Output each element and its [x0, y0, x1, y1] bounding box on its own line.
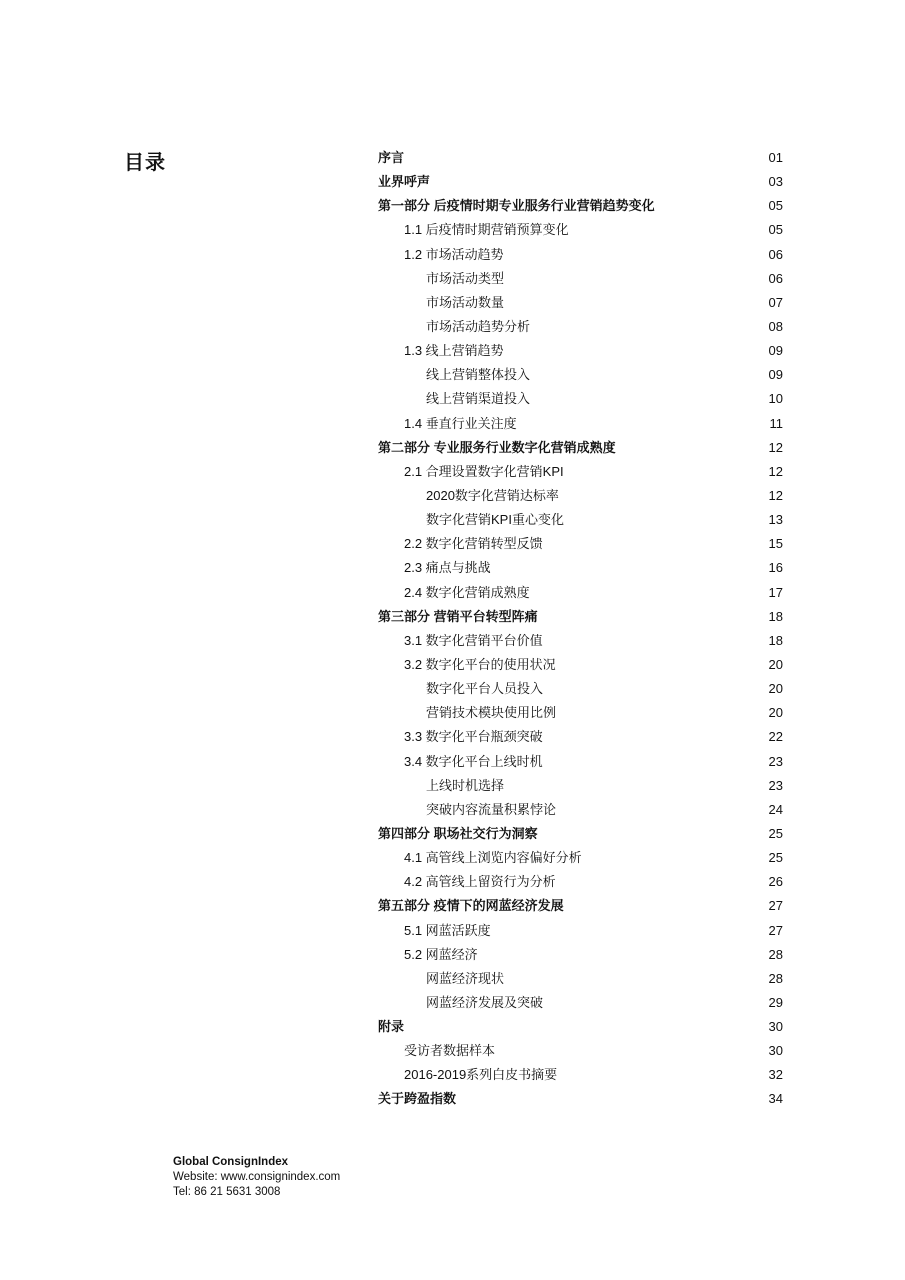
toc-entry-label: 市场活动数量	[426, 294, 505, 310]
footer-website: Website: www.consignindex.com	[173, 1171, 341, 1183]
toc-entry-page: 07	[768, 294, 783, 310]
toc-entry[interactable]	[378, 436, 783, 460]
toc-entry-page: 06	[768, 270, 783, 286]
toc-entry-page: 09	[768, 343, 783, 359]
toc-entry-label: 关于跨盈指数	[378, 1091, 457, 1107]
toc-entry-page: 28	[768, 970, 783, 986]
toc-entry-label: 网蓝经济发展及突破	[426, 994, 544, 1010]
toc-entry[interactable]	[378, 1063, 783, 1087]
toc-entry-page: 17	[768, 584, 783, 600]
footer	[173, 1155, 340, 1200]
toc-entry-page: 10	[768, 391, 783, 407]
toc-entry[interactable]	[378, 218, 783, 242]
toc-entry-label: 2.2 数字化营销转型反馈	[404, 536, 543, 552]
toc-entry[interactable]	[378, 919, 783, 943]
toc-entry-page: 12	[768, 487, 783, 503]
toc-entry[interactable]	[378, 146, 783, 170]
toc-entry-label: 市场活动类型	[426, 270, 505, 286]
toc-entry-page: 25	[768, 850, 783, 866]
toc-entry-label: 3.4 数字化平台上线时机	[404, 753, 543, 769]
toc-entry-page: 05	[768, 198, 783, 214]
toc-entry-label: 线上营销整体投入	[426, 367, 531, 383]
toc-entry[interactable]	[378, 967, 783, 991]
toc-entry-page: 08	[768, 318, 783, 334]
toc-entry-page: 22	[768, 729, 783, 745]
toc-entry-label: 1.4 垂直行业关注度	[404, 415, 517, 431]
toc-entry-page: 12	[768, 439, 783, 455]
toc-entry-label: 3.3 数字化平台瓶颈突破	[404, 729, 543, 745]
footer-org: Global ConsignIndex	[173, 1156, 289, 1168]
toc-entry-page: 32	[768, 1067, 783, 1083]
toc-entry-page: 20	[768, 656, 783, 672]
toc-entry-label: 突破内容流量积累悖论	[426, 801, 557, 817]
table-of-contents	[378, 146, 783, 1112]
toc-entry-page: 13	[768, 512, 783, 528]
toc-entry-label: 2016-2019系列白皮书摘要	[404, 1067, 558, 1083]
toc-entry-label: 4.1 高管线上浏览内容偏好分析	[404, 850, 582, 866]
toc-entry-page: 30	[768, 1043, 783, 1059]
toc-entry-page: 29	[768, 994, 783, 1010]
toc-entry[interactable]	[378, 798, 783, 822]
toc-entry-page: 20	[768, 681, 783, 697]
toc-entry-page: 20	[768, 705, 783, 721]
toc-entry-page: 12	[768, 463, 783, 479]
toc-entry-label: 5.1 网蓝活跃度	[404, 922, 491, 938]
toc-entry[interactable]	[378, 339, 783, 363]
toc-entry-label: 业界呼声	[378, 174, 431, 190]
toc-entry[interactable]	[378, 363, 783, 387]
toc-entry-label: 1.2 市场活动趋势	[404, 246, 504, 262]
page-title: 目录	[124, 152, 166, 174]
toc-entry-label: 营销技术模块使用比例	[426, 705, 557, 721]
toc-entry[interactable]	[378, 291, 783, 315]
toc-entry[interactable]	[378, 774, 783, 798]
toc-entry[interactable]	[378, 508, 783, 532]
toc-entry-page: 18	[768, 632, 783, 648]
toc-entry[interactable]	[378, 701, 783, 725]
toc-entry-label: 第四部分 职场社交行为洞察	[378, 825, 538, 841]
toc-entry[interactable]	[378, 653, 783, 677]
toc-entry-page: 05	[768, 222, 783, 238]
toc-entry-label: 数字化平台人员投入	[426, 681, 544, 697]
toc-entry-label: 受访者数据样本	[404, 1043, 496, 1059]
toc-entry[interactable]	[378, 629, 783, 653]
toc-entry[interactable]	[378, 943, 783, 967]
toc-entry-page: 28	[768, 946, 783, 962]
toc-entry[interactable]	[378, 412, 783, 436]
toc-entry-label: 4.2 高管线上留资行为分析	[404, 874, 556, 890]
toc-entry-page: 11	[769, 415, 783, 431]
toc-entry-label: 第五部分 疫情下的网蓝经济发展	[378, 898, 564, 914]
toc-entry[interactable]	[378, 870, 783, 894]
toc-entry-page: 18	[768, 608, 783, 624]
toc-entry[interactable]	[378, 605, 783, 629]
toc-entry-label: 附录	[378, 1019, 405, 1035]
toc-entry-page: 16	[768, 560, 783, 576]
toc-entry-page: 06	[768, 246, 783, 262]
toc-entry-label: 网蓝经济现状	[426, 970, 505, 986]
toc-entry[interactable]	[378, 1015, 783, 1039]
toc-entry-page: 34	[768, 1091, 783, 1107]
toc-entry[interactable]	[378, 894, 783, 918]
toc-entry[interactable]	[378, 387, 783, 411]
toc-entry[interactable]	[378, 556, 783, 580]
toc-entry-page: 26	[768, 874, 783, 890]
toc-entry-page: 24	[768, 801, 783, 817]
toc-entry[interactable]	[378, 194, 783, 218]
toc-entry-page: 27	[768, 898, 783, 914]
toc-entry-label: 3.1 数字化营销平台价值	[404, 632, 543, 648]
toc-entry[interactable]	[378, 243, 783, 267]
toc-entry[interactable]	[378, 267, 783, 291]
toc-entry-page: 15	[768, 536, 783, 552]
toc-entry-label: 上线时机选择	[426, 777, 505, 793]
toc-entry[interactable]	[378, 991, 783, 1015]
toc-entry[interactable]	[378, 315, 783, 339]
footer-tel: Tel: 86 21 5631 3008	[173, 1186, 281, 1198]
toc-entry[interactable]	[378, 532, 783, 556]
toc-entry[interactable]	[378, 1087, 783, 1111]
toc-entry[interactable]	[378, 484, 783, 508]
toc-entry-label: 第三部分 营销平台转型阵痛	[378, 608, 538, 624]
toc-entry-label: 序言	[378, 150, 405, 165]
toc-entry-page: 25	[768, 825, 783, 841]
toc-entry-label: 1.3 线上营销趋势	[404, 343, 504, 359]
toc-entry[interactable]	[378, 725, 783, 749]
toc-entry-label: 2.1 合理设置数字化营销KPI	[404, 463, 564, 479]
toc-entry-label: 第一部分 后疫情时期专业服务行业营销趋势变化	[378, 198, 655, 214]
toc-entry-page: 23	[768, 753, 783, 769]
toc-entry-label: 2.3 痛点与挑战	[404, 560, 491, 576]
toc-entry-page: 01	[768, 150, 783, 165]
toc-entry-page: 03	[768, 174, 783, 190]
toc-entry[interactable]	[378, 846, 783, 870]
toc-entry-label: 2.4 数字化营销成熟度	[404, 584, 530, 600]
toc-entry-label: 1.1 后疫情时期营销预算变化	[404, 222, 569, 238]
toc-entry[interactable]	[378, 460, 783, 484]
toc-entry-label: 2020数字化营销达标率	[426, 487, 559, 503]
toc-entry[interactable]	[378, 750, 783, 774]
toc-entry-page: 30	[768, 1019, 783, 1035]
toc-entry-label: 5.2 网蓝经济	[404, 946, 478, 962]
toc-entry[interactable]	[378, 170, 783, 194]
toc-entry-page: 09	[768, 367, 783, 383]
toc-entry[interactable]	[378, 581, 783, 605]
toc-entry-page: 23	[768, 777, 783, 793]
toc-entry-label: 市场活动趋势分析	[426, 318, 531, 334]
toc-entry[interactable]	[378, 1039, 783, 1063]
toc-entry-page: 27	[768, 922, 783, 938]
toc-entry[interactable]	[378, 677, 783, 701]
toc-entry-label: 第二部分 专业服务行业数字化营销成熟度	[378, 439, 616, 455]
toc-entry[interactable]	[378, 822, 783, 846]
toc-entry-label: 数字化营销KPI重心变化	[426, 512, 564, 528]
toc-entry-label: 3.2 数字化平台的使用状况	[404, 656, 556, 672]
toc-entry-label: 线上营销渠道投入	[426, 391, 531, 407]
